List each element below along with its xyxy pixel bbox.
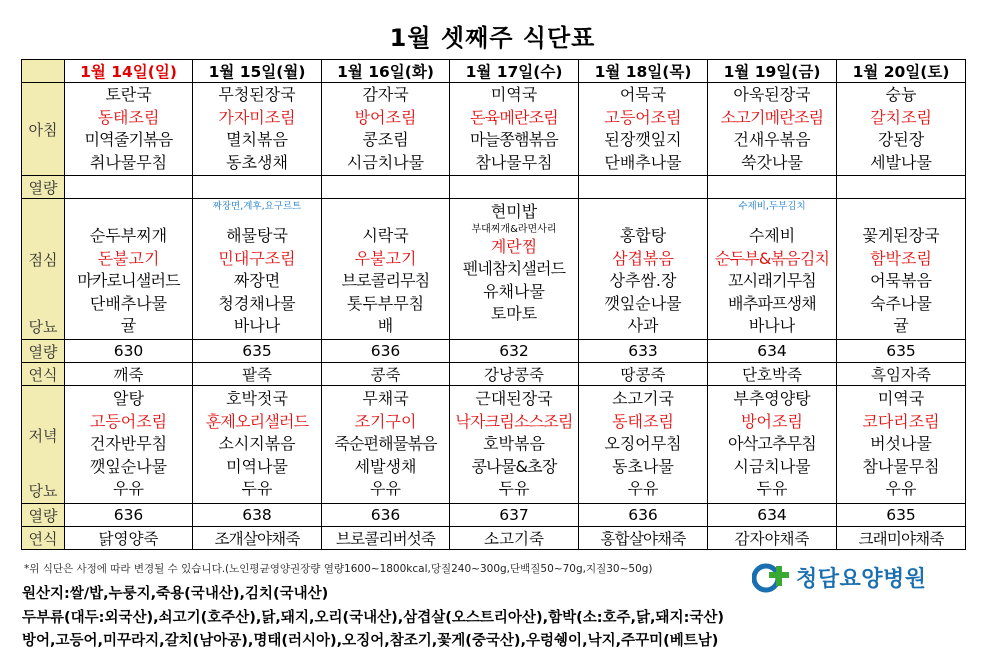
night-porridge: 크래미야채죽 <box>837 527 966 550</box>
breakfast-calorie-cell <box>450 176 579 199</box>
day-header: 1월 20일(토) <box>837 60 966 83</box>
night-porridge: 소고기죽 <box>450 527 579 550</box>
night-porridge: 조개살야채죽 <box>193 527 322 550</box>
dinner-calorie: 636 <box>65 504 193 527</box>
breakfast-item: 감자국 <box>362 85 409 104</box>
page-title: 1월 셋째주 식단표 <box>389 24 596 52</box>
dinner-item: 훈제오리샐러드 <box>205 411 309 431</box>
lunch-item: 배 <box>377 316 394 335</box>
lunch-item: 토마토 <box>490 304 538 323</box>
dinner-cell <box>322 386 450 504</box>
breakfast-item: 세발나물 <box>870 152 932 172</box>
origin-line-1: 원산지:쌀/밥,누룽지,죽용(국내산),김치(국내산) <box>22 586 329 602</box>
snack-porridge: 흑임자죽 <box>837 363 966 386</box>
breakfast-calorie-cell <box>65 176 193 199</box>
breakfast-calorie-label: 열량 <box>22 176 65 199</box>
lunch-diabetic-note <box>837 201 965 213</box>
lunch-label <box>22 199 65 340</box>
lunch-rice: 현미밥 <box>490 202 538 221</box>
lunch-item: 돈불고기 <box>97 248 160 268</box>
day-header: 1월 15일(월) <box>193 60 322 83</box>
breakfast-item: 된장깻잎지 <box>604 130 682 149</box>
snack-porridge: 콩죽 <box>322 363 450 386</box>
lunch-calorie: 632 <box>450 340 579 363</box>
snack-porridge: 팥죽 <box>193 363 322 386</box>
dinner-item: 호박젓국 <box>226 389 288 409</box>
dinner-cell <box>579 386 708 504</box>
dinner-item: 버섯나물 <box>870 434 932 454</box>
lunch-diabetic-note: 짜장면,계후,요구르트 <box>212 201 302 212</box>
lunch-item: 수제비 <box>748 226 796 245</box>
dinner-item: 시금치나물 <box>733 456 811 476</box>
lunch-item: 귤 <box>120 316 137 335</box>
dinner-calorie: 636 <box>322 504 450 527</box>
dinner-cell <box>708 386 837 504</box>
nutrition-note: *위 식단은 사정에 따라 변경될 수 있습니다.(노인평균영양권장량 열량1600~1800kcal,당질240~300g,단백질50~70g,지질30~50g) <box>24 563 653 575</box>
dinner-item: 방어조림 <box>741 411 803 431</box>
breakfast-item: 강된장 <box>877 130 925 149</box>
diabetic-label: 당뇨 <box>28 318 58 336</box>
lunch-calorie: 634 <box>708 340 837 363</box>
snack-porridge: 단호박죽 <box>708 363 837 386</box>
breakfast-item: 취나물무침 <box>89 152 168 172</box>
dinner-item: 참나물무침 <box>862 456 940 476</box>
night-snack-label: 연식 <box>22 527 65 550</box>
breakfast-item: 숭늉 <box>885 85 917 104</box>
lunch-item: 계란찜 <box>490 236 538 256</box>
breakfast-item: 멸치볶음 <box>226 130 288 149</box>
dinner-item: 미역국 <box>877 389 925 409</box>
hospital-logo-icon <box>752 563 790 593</box>
breakfast-item: 갈치조림 <box>870 107 932 127</box>
lunch-calorie-label: 열량 <box>22 340 65 363</box>
breakfast-item: 마늘쫑햄볶음 <box>470 130 558 149</box>
lunch-item: 사과 <box>627 316 659 335</box>
lunch-cell <box>193 199 322 340</box>
dinner-calorie: 638 <box>193 504 322 527</box>
breakfast-cell <box>708 83 837 176</box>
dinner-item: 무채국 <box>362 389 409 409</box>
snack-label: 연식 <box>22 363 65 386</box>
dinner-item: 알탕 <box>113 389 144 409</box>
breakfast-item: 동태조림 <box>97 107 160 127</box>
lunch-item: 톳두부무침 <box>346 293 425 313</box>
dinner-label <box>22 386 65 504</box>
breakfast-cell <box>837 83 966 176</box>
lunch-item: 브로콜리무침 <box>341 271 430 290</box>
night-porridge: 홍합살야채죽 <box>579 527 708 550</box>
breakfast-calorie-cell <box>322 176 450 199</box>
diabetic-label: 당뇨 <box>28 482 58 500</box>
breakfast-item: 단배추나물 <box>604 152 682 172</box>
dinner-calorie: 636 <box>579 504 708 527</box>
dinner-item: 깻잎순나물 <box>89 456 168 476</box>
breakfast-item: 방어조림 <box>354 107 417 127</box>
dinner-item: 근대된장국 <box>475 389 553 409</box>
snack-porridge: 깨죽 <box>65 363 193 386</box>
lunch-diabetic-note <box>579 201 707 213</box>
lunch-diabetic-note: 수제비,두부김치 <box>738 201 806 212</box>
lunch-item: 꽃게된장국 <box>862 226 940 245</box>
dinner-item: 우유 <box>113 479 144 499</box>
lunch-cell <box>708 199 837 340</box>
lunch-cell <box>450 199 579 340</box>
dinner-item: 우유 <box>370 479 401 499</box>
breakfast-cell <box>193 83 322 176</box>
dinner-calorie: 637 <box>450 504 579 527</box>
lunch-calorie: 633 <box>579 340 708 363</box>
lunch-calorie: 635 <box>193 340 322 363</box>
breakfast-calorie-cell <box>837 176 966 199</box>
lunch-item: 꼬시래기무침 <box>728 271 816 290</box>
day-header: 1월 17일(수) <box>450 60 579 83</box>
dinner-item: 부추영양탕 <box>733 389 811 409</box>
lunch-calorie: 636 <box>322 340 450 363</box>
day-header: 1월 18일(목) <box>579 60 708 83</box>
dinner-item: 우유 <box>627 479 659 499</box>
lunch-item: 상추쌈.장 <box>609 271 677 290</box>
breakfast-calorie-cell <box>193 176 322 199</box>
breakfast-label: 아침 <box>22 83 65 176</box>
dinner-calorie-label: 열량 <box>22 504 65 527</box>
dinner-item: 동초나물 <box>612 456 674 476</box>
lunch-diabetic-note <box>65 201 192 213</box>
breakfast-item: 무청된장국 <box>218 85 296 104</box>
breakfast-item: 토란국 <box>105 85 152 104</box>
lunch-item: 해물탕국 <box>226 226 288 245</box>
lunch-calorie: 630 <box>65 340 193 363</box>
breakfast-item: 시금치나물 <box>346 152 425 172</box>
lunch-cell <box>322 199 450 340</box>
breakfast-item: 고등어조림 <box>604 107 682 127</box>
breakfast-item: 아욱된장국 <box>733 85 811 104</box>
lunch-item: 삼겹볶음 <box>612 248 674 268</box>
dinner-item: 소고기국 <box>612 389 674 409</box>
lunch-item: 민대구조림 <box>218 248 296 268</box>
lunch-item: 귤 <box>893 316 909 335</box>
dinner-item: 두유 <box>241 479 273 499</box>
lunch-item: 바나나 <box>233 316 281 335</box>
breakfast-item: 콩조림 <box>362 130 409 149</box>
breakfast-item: 참나물무침 <box>475 152 553 172</box>
lunch-item: 순두부찌개 <box>89 226 168 245</box>
breakfast-cell <box>65 83 193 176</box>
breakfast-item: 어묵국 <box>619 85 667 104</box>
breakfast-calorie-cell <box>708 176 837 199</box>
corner-cell <box>22 60 65 83</box>
breakfast-item: 동초생채 <box>226 152 288 172</box>
dinner-item: 코다리조림 <box>862 411 940 431</box>
day-header: 1월 19일(금) <box>708 60 837 83</box>
breakfast-cell <box>322 83 450 176</box>
breakfast-item: 돈육메란조림 <box>470 107 558 127</box>
dinner-item: 우유 <box>885 479 917 499</box>
lunch-item: 우불고기 <box>354 248 417 268</box>
lunch-item: 짜장면 <box>233 271 281 290</box>
dinner-item: 오징어무침 <box>604 434 682 454</box>
lunch-item: 바나나 <box>748 316 796 335</box>
dinner-item: 두유 <box>498 479 530 499</box>
origin-line-3: 방어,고등어,미꾸라지,갈치(남아공),명태(러시아),오징어,참조기,꽃게(중국산),우렁쉥이,낙지,주꾸미(베트남) <box>22 633 719 649</box>
dinner-item: 콩나물&초장 <box>471 456 557 476</box>
lunch-item: 숙주나물 <box>870 293 932 313</box>
lunch-item: 홍합탕 <box>619 226 667 245</box>
night-porridge: 닭영양죽 <box>65 527 193 550</box>
dinner-cell <box>837 386 966 504</box>
breakfast-calorie-cell <box>579 176 708 199</box>
breakfast-item: 미역국 <box>490 85 538 104</box>
dinner-cell <box>193 386 322 504</box>
dinner-calorie: 634 <box>708 504 837 527</box>
breakfast-item: 가자미조림 <box>218 107 296 127</box>
lunch-diabetic-note: 부대찌개&라면사리 <box>471 223 557 235</box>
dinner-item: 아삭고추무침 <box>728 434 816 454</box>
dinner-cell <box>65 386 193 504</box>
dinner-item: 건자반무침 <box>89 434 168 454</box>
dinner-cell <box>450 386 579 504</box>
lunch-item: 단배추나물 <box>89 293 168 313</box>
menu-table <box>21 59 966 550</box>
hospital-logo <box>752 562 927 593</box>
dinner-item: 두유 <box>756 479 788 499</box>
lunch-item: 마카로니샐러드 <box>77 271 180 290</box>
snack-porridge: 강낭콩죽 <box>450 363 579 386</box>
breakfast-item: 건새우볶음 <box>733 130 811 149</box>
lunch-item: 함박조림 <box>870 248 932 268</box>
snack-porridge: 땅콩죽 <box>579 363 708 386</box>
dinner-label-text: 저녁 <box>28 426 58 445</box>
lunch-cell <box>837 199 966 340</box>
dinner-item: 소시지볶음 <box>218 434 296 454</box>
lunch-item: 펜네참치샐러드 <box>462 259 566 278</box>
dinner-item: 조기구이 <box>354 411 417 431</box>
lunch-cell <box>65 199 193 340</box>
breakfast-item: 소고기메란조림 <box>720 107 824 127</box>
hospital-name: 청담요양병원 <box>796 567 927 592</box>
night-porridge: 브로콜리버섯죽 <box>322 527 450 550</box>
dinner-item: 고등어조림 <box>89 411 168 431</box>
lunch-calorie: 635 <box>837 340 966 363</box>
breakfast-cell <box>579 83 708 176</box>
dinner-item: 호박볶음 <box>483 434 545 454</box>
lunch-item: 어묵볶음 <box>870 271 932 290</box>
dinner-item: 세발생채 <box>354 456 417 476</box>
breakfast-item: 미역줄기볶음 <box>84 130 173 149</box>
dinner-calorie: 635 <box>837 504 966 527</box>
lunch-item: 유채나물 <box>483 281 545 301</box>
lunch-item: 시락국 <box>362 226 409 245</box>
lunch-item: 깻잎순나물 <box>604 293 682 313</box>
dinner-item: 낙자크림소스조림 <box>455 411 573 431</box>
lunch-label-text: 점심 <box>28 251 58 269</box>
dinner-item: 미역나물 <box>226 456 288 476</box>
dinner-item: 죽순편해물볶음 <box>334 434 437 454</box>
origin-line-2: 두부류(대두:외국산),쇠고기(호주산),닭,돼지,오리(국내산),삼겹살(오스트리아산),함박(소:호주,닭,돼지:국산) <box>22 610 725 626</box>
dinner-item: 동태조림 <box>612 411 674 431</box>
day-header: 1월 16일(화) <box>322 60 450 83</box>
day-header: 1월 14일(일) <box>65 60 193 83</box>
lunch-item: 청경채나물 <box>218 293 296 313</box>
breakfast-cell <box>450 83 579 176</box>
lunch-diabetic-note <box>322 201 449 213</box>
lunch-cell <box>579 199 708 340</box>
lunch-item: 배추파프생채 <box>728 293 816 313</box>
breakfast-item: 쑥갓나물 <box>741 152 803 172</box>
lunch-item: 순두부&볶음김치 <box>714 248 830 268</box>
night-porridge: 감자야채죽 <box>708 527 837 550</box>
